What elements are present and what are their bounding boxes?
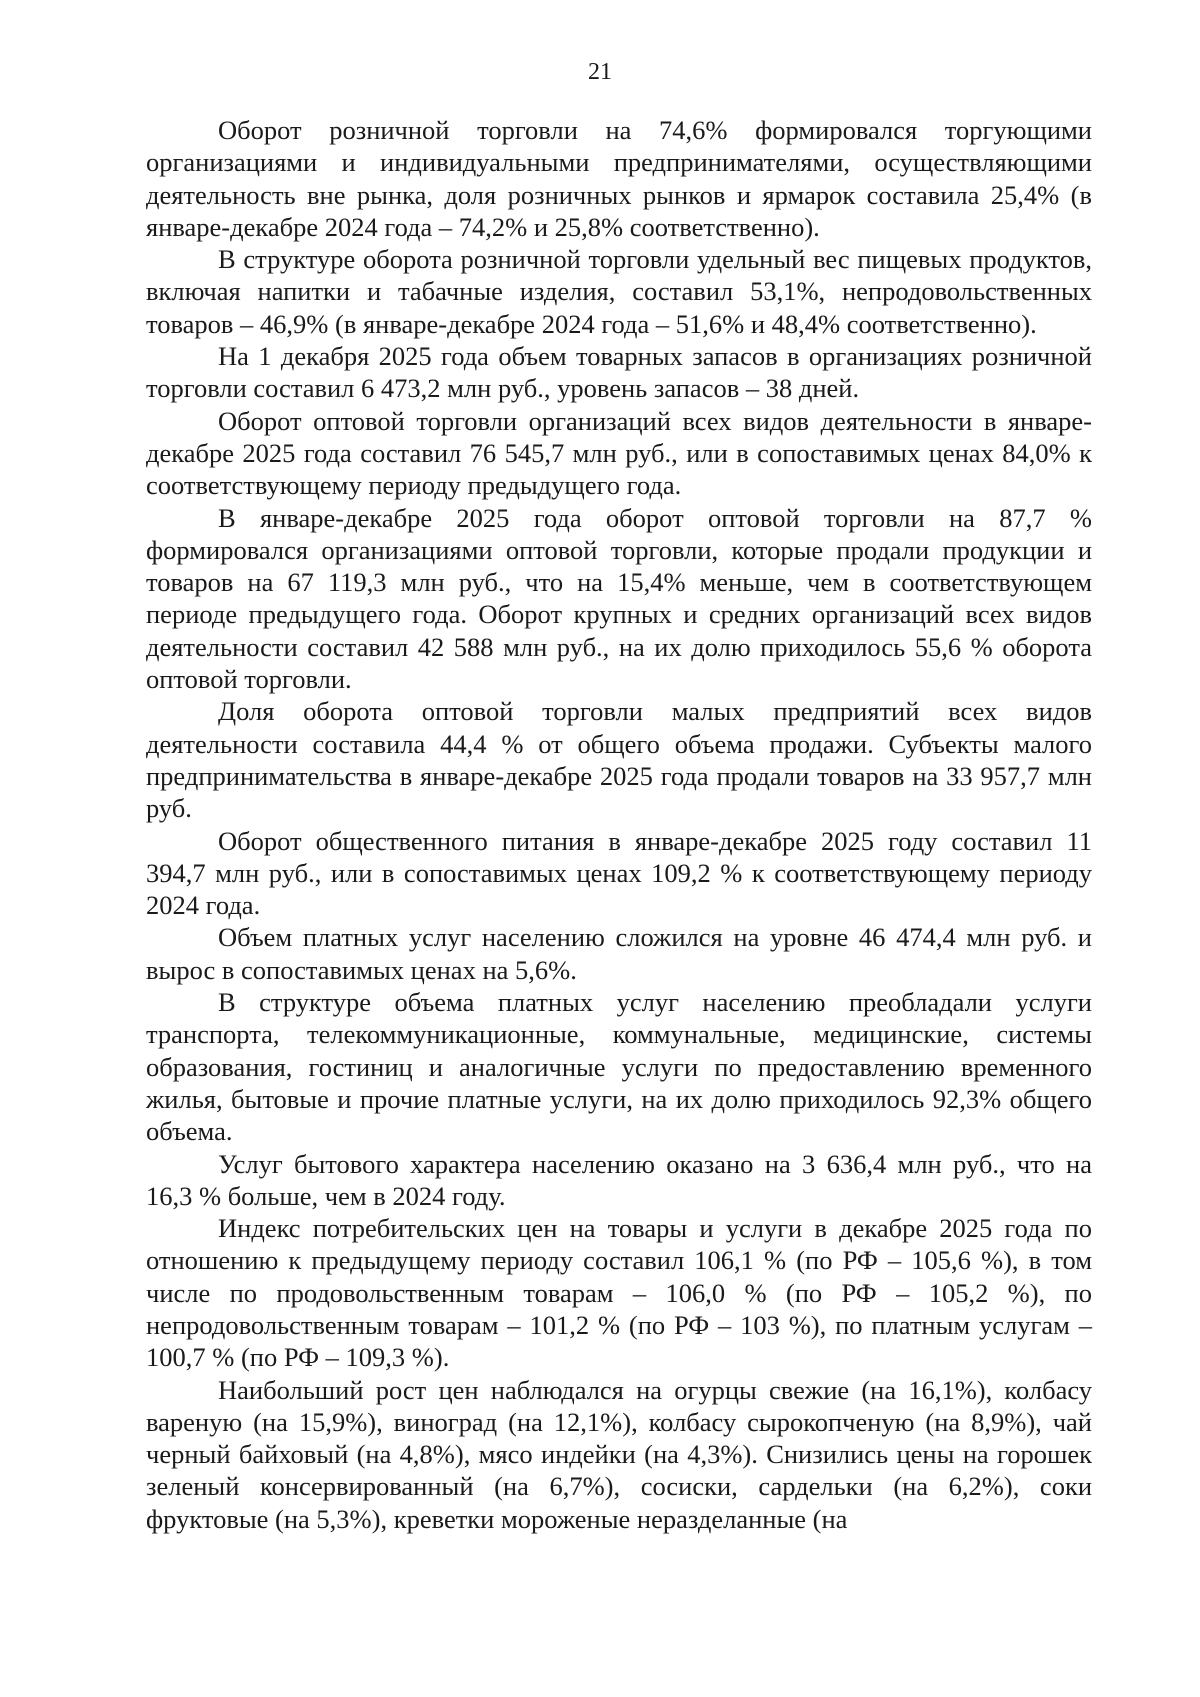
paragraph-small-business-wholesale: Доля оборота оптовой торговли малых предприятий всех видов деятельности составила 44,4 % от общего объема продажи. Субъекты малого предпринимательства в январе-декабре 2025 года продали товаров на 33 957,7 млн руб. xyxy=(146,696,1092,824)
page-number: 21 xyxy=(588,59,612,85)
paragraph-retail-turnover-structure: Оборот розничной торговли на 74,6% формировался торгующими организациями и индивидуальными предпринимателями, осуществляющими деятельность вне рынка, доля розничных рынков и ярмарок составила 25,4% (в январе-декабре 2024 года – 74,2% и 25,8% соответственно). xyxy=(146,115,1092,242)
paragraph-paid-services-volume: Объем платных услуг населению сложился на уровне 46 474,4 млн руб. и вырос в сопоставимых ценах на 5,6%. xyxy=(146,922,1092,985)
paragraph-catering-turnover: Оборот общественного питания в январе-декабре 2025 году составил 11 394,7 млн руб., или в сопоставимых ценах 109,2 % к соответствующему периоду 2024 года. xyxy=(146,825,1092,921)
paragraph-consumer-price-index: Индекс потребительских цен на товары и услуги в декабре 2025 года по отношению к предыдущему периоду составил 106,1 % (по РФ – 105,6 %), в том числе по продовольственным товарам – 106,0 % (по РФ – 105,2 %), по непродовольственным товарам – 101,2 % (по РФ – 103 %), по платным услугам – 100,7 % (по РФ – 109,3 %). xyxy=(146,1213,1092,1373)
paragraph-wholesale-organizations: В январе-декабре 2025 года оборот оптовой торговли на 87,7 % формировался организациями оптовой торговли, которые продали продукции и товаров на 67 119,3 млн руб., что на 15,4% меньше, чем в соответствующем периоде предыдущего года. Оборот крупных и средних организаций всех видов деятельности составил 42 588 млн руб., на их долю приходилось 55,6 % оборота оптовой торговли. xyxy=(146,502,1092,695)
paragraph-paid-services-structure: В структуре объема платных услуг населению преобладали услуги транспорта, телекоммуникационные, коммунальные, медицинские, системы образования, гостиниц и аналогичные услуги по предоставлению временного жилья, бытовые и прочие платные услуги, на их долю приходилось 92,3% общего объема. xyxy=(146,987,1092,1147)
paragraph-price-changes: Наибольший рост цен наблюдался на огурцы свежие (на 16,1%), колбасу вареную (на 15,9%), виноград (на 12,1%), колбасу сырокопченую (на 8,9%), чай черный байховый (на 4,8%), мясо индейки (на 4,3%). Снизились цены на горошек зеленый консервированный (на 6,7%), сосиски, сардельки (на 6,2%), соки фруктовые (на 5,3%), креветки мороженые неразделанные (на xyxy=(146,1374,1092,1534)
paragraph-retail-inventory: На 1 декабря 2025 года объем товарных запасов в организациях розничной торговли составил 6 473,2 млн руб., уровень запасов – 38 дней. xyxy=(146,341,1092,404)
document-body xyxy=(146,114,1092,1535)
paragraph-retail-food-nonfood-share: В структуре оборота розничной торговли удельный вес пищевых продуктов, включая напитки и табачные изделия, составил 53,1%, непродовольственных товаров – 46,9% (в январе-декабре 2024 года – 51,6% и 48,4% соответственно). xyxy=(146,244,1092,339)
paragraph-household-services: Услуг бытового характера населению оказано на 3 636,4 млн руб., что на 16,3 % больше, чем в 2024 году. xyxy=(146,1148,1092,1211)
paragraph-wholesale-turnover: Оборот оптовой торговли организаций всех видов деятельности в январе-декабре 2025 года составил 76 545,7 млн руб., или в сопоставимых ценах 84,0% к соответствующему периоду предыдущего года. xyxy=(146,405,1092,501)
